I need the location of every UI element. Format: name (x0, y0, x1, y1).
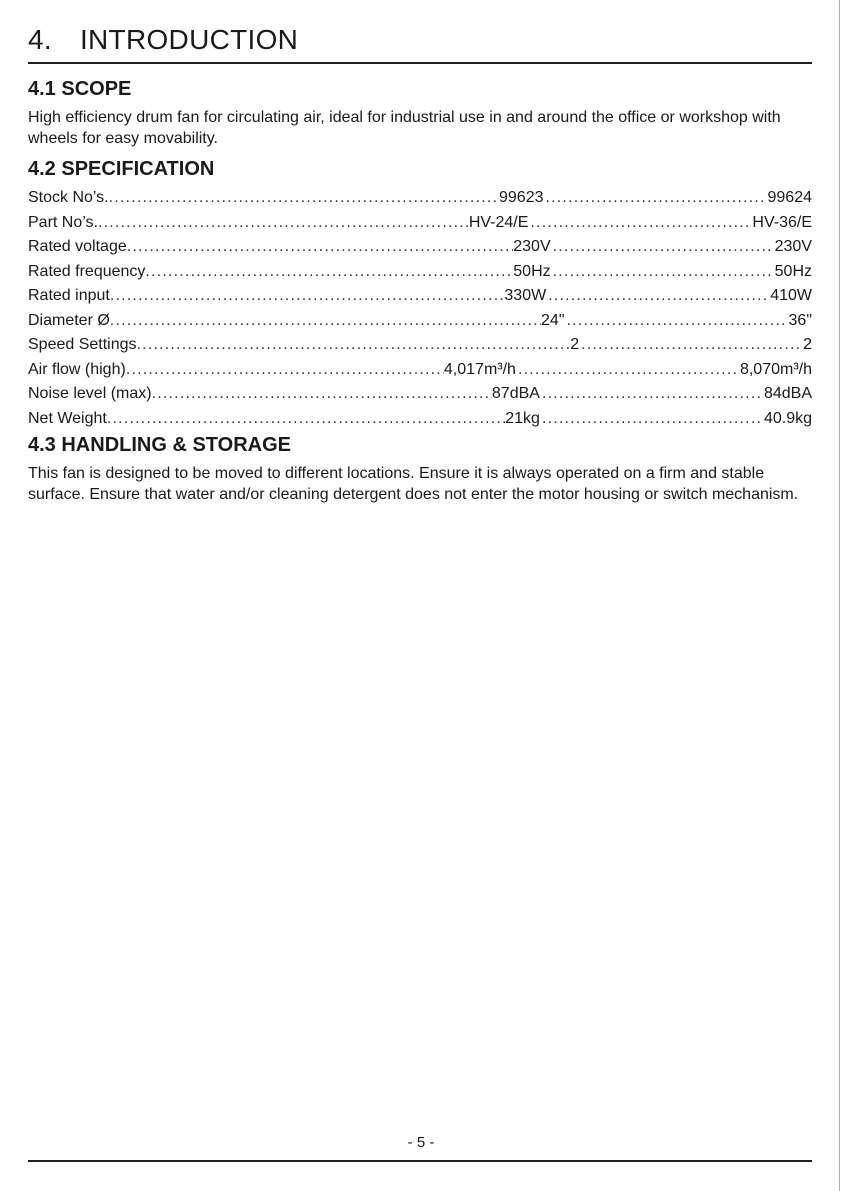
leader-dots (567, 311, 787, 331)
leader-dots (127, 237, 514, 257)
specification-table (28, 188, 812, 433)
leader-dots (110, 286, 505, 306)
spec-row-stock (28, 188, 812, 213)
page-title (28, 22, 298, 58)
spec-row-part (28, 213, 812, 238)
leader-dots (553, 262, 773, 282)
spec-row-airflow (28, 360, 812, 385)
spec-row-diameter (28, 311, 812, 336)
leader-dots (546, 188, 766, 208)
leader-dots (107, 409, 505, 429)
leader-dots (109, 188, 499, 208)
spec-value-model-2: 8,070m³/h (739, 360, 812, 378)
leader-dots (553, 237, 773, 257)
spec-row-voltage (28, 237, 812, 262)
spec-label: Speed Settings (28, 336, 137, 353)
spec-label: Net Weight (28, 409, 107, 427)
leader-dots (152, 384, 492, 404)
leader-dots (110, 311, 541, 331)
page-edge-line (839, 0, 840, 1191)
spec-value-model-1: 50Hz (513, 262, 551, 280)
leader-dots (530, 213, 750, 233)
spec-label: Rated frequency (28, 262, 146, 280)
spec-value-model-1: 2 (570, 336, 580, 353)
leader-dots (126, 360, 444, 380)
spec-value-model-1: 99623 (499, 189, 544, 206)
spec-value-model-2: 40.9kg (763, 409, 812, 427)
spec-row-weight (28, 409, 812, 434)
spec-value-model-2: HV-36/E (752, 213, 812, 231)
title-divider (28, 62, 812, 64)
footer-divider (28, 1160, 812, 1162)
spec-value-model-2: 99624 (767, 189, 812, 206)
leader-dots (518, 360, 738, 380)
spec-label: Rated voltage (28, 238, 127, 255)
spec-value-model-2: 230V (774, 238, 812, 255)
scope-text: High efficiency drum fan for circulating air, ideal for industrial use in and around the office or workshop with wheels for easy movability. (28, 109, 781, 147)
leader-dots (542, 384, 762, 404)
leader-dots (137, 335, 571, 355)
leader-dots (145, 262, 513, 282)
spec-value-model-1: HV-24/E (468, 213, 529, 231)
spec-value-model-2: 84dBA (763, 385, 812, 402)
spec-value-model-1: 21kg (505, 409, 540, 427)
page-number: - 5 - (407, 1134, 435, 1151)
spec-value-model-1: 330W (504, 287, 547, 304)
spec-row-noise (28, 384, 812, 409)
leader-dots (548, 286, 768, 306)
spec-row-frequency (28, 262, 812, 287)
handling-heading: 4.3 HANDLING & STORAGE (28, 434, 291, 456)
spec-value-model-2: 36" (788, 311, 812, 329)
chapter-number: 4. (28, 24, 52, 55)
spec-row-input (28, 286, 812, 311)
scope-heading: 4.1 SCOPE (28, 78, 132, 100)
chapter-title: INTRODUCTION (79, 24, 299, 55)
spec-value-model-1: 24" (541, 311, 565, 329)
spec-value-model-2: 2 (803, 336, 812, 353)
spec-label: Air flow (high) (28, 360, 126, 378)
spec-label: Diameter Ø (28, 311, 110, 329)
spec-label: Stock No’s. (28, 189, 109, 206)
spec-label: Rated input (28, 287, 110, 304)
spec-value-model-1: 230V (513, 238, 551, 255)
spec-value-model-1: 87dBA (491, 385, 540, 402)
spec-value-model-2: 410W (770, 287, 812, 304)
leader-dots (98, 213, 469, 233)
spec-row-speed (28, 335, 812, 360)
spec-label: Noise level (max) (28, 385, 152, 402)
spec-label: Part No’s. (28, 213, 98, 231)
specification-heading: 4.2 SPECIFICATION (28, 158, 215, 180)
spec-value-model-1: 4,017m³/h (443, 360, 516, 378)
leader-dots (542, 409, 762, 429)
leader-dots (581, 335, 801, 355)
handling-text: This fan is designed to be moved to different locations. Ensure it is always operated on a firm and stable surface. Ensure that water and/or cleaning detergent does not enter the motor housing or switch mechanism. (28, 465, 799, 503)
spec-value-model-2: 50Hz (774, 262, 812, 280)
